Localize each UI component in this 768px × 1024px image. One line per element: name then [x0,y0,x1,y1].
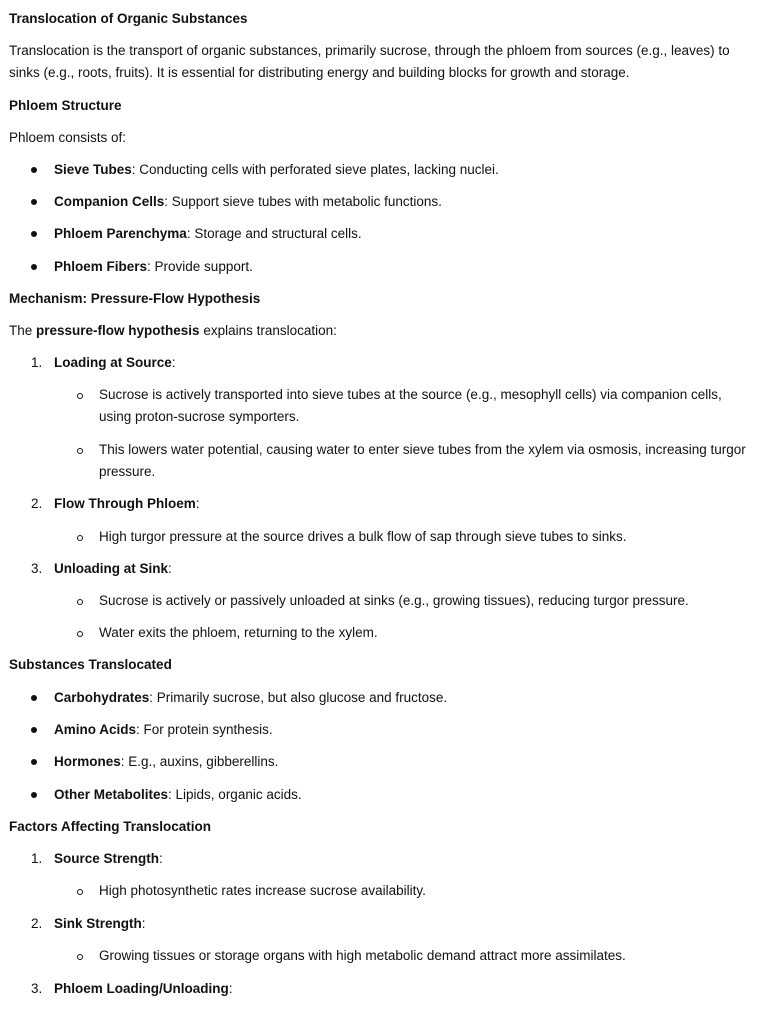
sub-item-text: High turgor pressure at the source drives a bulk flow of sap through sieve tubes to sinks. [99,529,627,544]
item-number: 3. [31,981,43,996]
circle-bullet-icon [77,448,83,454]
item-number: 3. [31,561,43,576]
lead-pre: The [9,323,37,338]
circle-bullet-icon [77,631,83,637]
item-term: Hormones [54,754,121,769]
item-term: Loading at Source [54,355,172,370]
numbered-item [9,352,750,374]
sub-item-text: Sucrose is actively or passively unloaded at sinks (e.g., growing tissues), reducing turgor pressure. [99,593,689,608]
item-colon: : [141,916,146,931]
circle-bullet-icon [77,889,83,895]
mechanism-heading: Mechanism: Pressure-Flow Hypothesis [9,291,261,306]
item-desc: : Primarily sucrose, but also glucose and fructose. [149,690,448,705]
sub-list-item [9,622,750,644]
item-number: 1. [31,355,43,370]
sub-item-text: Growing tissues or storage organs with high metabolic demand attract more assimilates. [99,948,626,963]
item-desc: : Provide support. [147,259,253,274]
sub-list-item [9,526,750,548]
item-number: 1. [31,851,43,866]
item-colon: : [228,981,233,996]
sub-item-text: Water exits the phloem, returning to the xylem. [99,625,378,640]
bullet-icon [31,231,37,237]
item-term: Phloem Loading/Unloading [54,981,229,996]
numbered-item [9,913,750,935]
item-number: 2. [31,496,43,511]
item-term: Sieve Tubes [54,162,132,177]
bullet-icon [31,199,37,205]
list-item [9,687,750,709]
list-item [9,719,750,741]
item-desc: : Lipids, organic acids. [168,787,302,802]
item-term: Companion Cells [54,194,165,209]
item-term: Flow Through Phloem [54,496,196,511]
item-desc: : Conducting cells with perforated sieve plates, lacking nuclei. [131,162,499,177]
item-colon: : [168,561,172,576]
circle-bullet-icon [77,535,83,541]
item-term: Carbohydrates [54,690,150,705]
phloem-structure-heading: Phloem Structure [9,98,122,113]
circle-bullet-icon [77,954,83,960]
lead-post: explains translocation: [199,323,337,338]
lead-bold: pressure-flow hypothesis [36,323,200,338]
sub-list-item [9,439,750,483]
mechanism-lead [9,320,750,342]
sub-list-item [9,880,750,902]
numbered-item [9,848,750,870]
item-desc: : Support sieve tubes with metabolic functions. [164,194,442,209]
bullet-icon [31,727,37,733]
list-item [9,223,750,245]
bullet-icon [31,167,37,173]
intro-paragraph: Translocation is the transport of organic substances, primarily sucrose, through the phloem from sources (e.g., leaves) to sinks (e.g., roots, fruits). It is essential for distributing energy and building blocks for growth and storage. [9,43,730,80]
bullet-icon [31,264,37,270]
item-term: Phloem Parenchyma [54,226,187,241]
item-desc: : E.g., auxins, gibberellins. [120,754,279,769]
list-item [9,751,750,773]
sub-list-item [9,945,750,967]
sub-item-text: Sucrose is actively transported into sieve tubes at the source (e.g., mesophyll cells) via companion cells, using proton-sucrose symporters. [99,387,722,424]
item-term: Sink Strength [54,916,142,931]
item-term: Unloading at Sink [54,561,169,576]
list-item [9,191,750,213]
sub-list-item [9,384,750,428]
item-number: 2. [31,916,43,931]
sub-list-item [9,590,750,612]
substances-heading: Substances Translocated [9,657,172,672]
bullet-icon [31,759,37,765]
circle-bullet-icon [77,599,83,605]
item-desc: : Storage and structural cells. [186,226,362,241]
item-term: Other Metabolites [54,787,169,802]
numbered-item [9,558,750,580]
bullet-icon [31,792,37,798]
numbered-item [9,978,750,1000]
item-colon: : [195,496,200,511]
list-item [9,256,750,278]
document-title: Translocation of Organic Substances [9,11,248,26]
item-term: Phloem Fibers [54,259,148,274]
circle-bullet-icon [77,393,83,399]
numbered-item [9,493,750,515]
item-term: Amino Acids [54,722,137,737]
item-colon: : [171,355,176,370]
phloem-structure-lead: Phloem consists of: [9,130,127,145]
item-colon: : [159,851,163,866]
item-term: Source Strength [54,851,160,866]
list-item [9,784,750,806]
item-desc: : For protein synthesis. [136,722,273,737]
bullet-icon [31,695,37,701]
factors-heading: Factors Affecting Translocation [9,819,212,834]
list-item [9,159,750,181]
sub-item-text: This lowers water potential, causing water to enter sieve tubes from the xylem via osmosis, increasing turgor pressure. [99,442,746,479]
sub-item-text: High photosynthetic rates increase sucrose availability. [99,883,426,898]
